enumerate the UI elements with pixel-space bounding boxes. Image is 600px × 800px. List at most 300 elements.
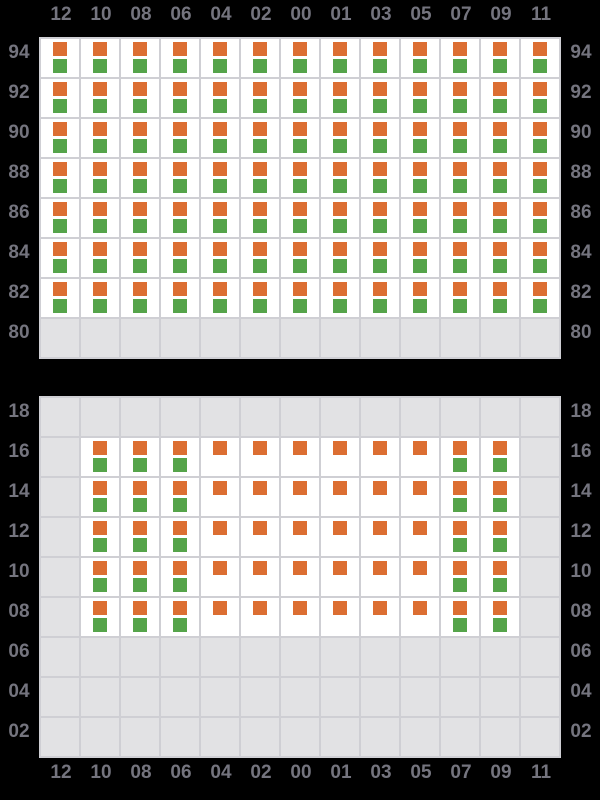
column-label: 02 <box>250 4 272 25</box>
grid-cell <box>281 119 319 157</box>
row-label: 84 <box>8 242 30 263</box>
grid-cell <box>521 279 559 317</box>
grid-cell <box>361 159 399 197</box>
orange-marker <box>213 282 227 296</box>
grid-cell <box>481 239 519 277</box>
orange-marker <box>173 242 187 256</box>
grid-cell <box>41 558 79 596</box>
green-marker <box>173 99 187 113</box>
row-label: 08 <box>570 601 592 622</box>
orange-marker <box>213 82 227 96</box>
green-marker <box>373 99 387 113</box>
orange-marker <box>493 122 507 136</box>
green-marker <box>453 259 467 273</box>
grid-cell <box>321 678 359 716</box>
orange-marker <box>413 601 427 615</box>
grid-cell <box>81 39 119 77</box>
orange-marker <box>333 122 347 136</box>
grid-cell <box>521 438 559 476</box>
grid-cell <box>481 159 519 197</box>
orange-marker <box>333 82 347 96</box>
grid-cell <box>481 79 519 117</box>
orange-marker <box>93 162 107 176</box>
grid-cell <box>121 279 159 317</box>
grid-cell <box>241 119 279 157</box>
grid-cell <box>121 598 159 636</box>
grid-cell <box>161 319 199 357</box>
orange-marker <box>413 561 427 575</box>
grid-cell <box>401 39 439 77</box>
green-marker <box>453 59 467 73</box>
orange-marker <box>373 521 387 535</box>
grid-cell <box>241 518 279 556</box>
orange-marker <box>413 162 427 176</box>
grid-cell <box>121 119 159 157</box>
orange-marker <box>333 481 347 495</box>
orange-marker <box>493 601 507 615</box>
grid-cell <box>321 319 359 357</box>
grid-cell <box>521 478 559 516</box>
grid-cell <box>241 598 279 636</box>
green-marker <box>173 498 187 512</box>
row-label: 92 <box>570 82 592 103</box>
row-label: 86 <box>8 202 30 223</box>
green-marker <box>93 299 107 313</box>
orange-marker <box>493 162 507 176</box>
grid-cell <box>361 199 399 237</box>
column-label: 05 <box>410 4 432 25</box>
row-label: 04 <box>8 681 30 702</box>
orange-marker <box>253 561 267 575</box>
green-marker <box>293 259 307 273</box>
orange-marker <box>413 282 427 296</box>
orange-marker <box>453 481 467 495</box>
green-marker <box>493 538 507 552</box>
orange-marker <box>413 242 427 256</box>
grid-cell <box>121 678 159 716</box>
grid-cell <box>41 518 79 556</box>
grid-cell <box>81 518 119 556</box>
grid-cell <box>361 718 399 756</box>
green-marker <box>493 578 507 592</box>
grid-cell <box>241 239 279 277</box>
orange-marker <box>373 122 387 136</box>
green-marker <box>133 179 147 193</box>
grid-cell <box>81 438 119 476</box>
orange-marker <box>493 42 507 56</box>
orange-marker <box>413 122 427 136</box>
column-axis-bottom <box>41 758 561 788</box>
grid-cell <box>281 199 319 237</box>
orange-marker <box>533 162 547 176</box>
orange-marker <box>333 521 347 535</box>
grid-cell <box>441 718 479 756</box>
grid-cell <box>241 638 279 676</box>
orange-marker <box>293 202 307 216</box>
grid-cell <box>521 79 559 117</box>
grid-cell <box>321 518 359 556</box>
grid-cell <box>481 518 519 556</box>
column-label: 00 <box>290 762 312 783</box>
orange-marker <box>493 521 507 535</box>
green-marker <box>173 299 187 313</box>
orange-marker <box>293 122 307 136</box>
green-marker <box>413 139 427 153</box>
grid-cell <box>441 398 479 436</box>
orange-marker <box>333 441 347 455</box>
orange-marker <box>453 162 467 176</box>
grid-cell <box>321 438 359 476</box>
grid-cell <box>201 558 239 596</box>
grid-cell <box>121 319 159 357</box>
green-marker <box>373 139 387 153</box>
row-label: 08 <box>8 601 30 622</box>
grid-cell <box>361 558 399 596</box>
grid-cell <box>521 678 559 716</box>
row-label: 94 <box>8 42 30 63</box>
orange-marker <box>493 82 507 96</box>
grid-cell <box>401 678 439 716</box>
column-label: 06 <box>170 762 192 783</box>
grid-cell <box>41 319 79 357</box>
grid-cell <box>81 279 119 317</box>
grid-cell <box>281 279 319 317</box>
grid-cell <box>281 678 319 716</box>
green-marker <box>53 139 67 153</box>
grid-cell <box>361 638 399 676</box>
grid-cell <box>401 279 439 317</box>
green-marker <box>493 139 507 153</box>
green-marker <box>453 299 467 313</box>
orange-marker <box>293 42 307 56</box>
green-marker <box>453 458 467 472</box>
grid-cell <box>241 279 279 317</box>
grid-cell <box>81 638 119 676</box>
green-marker <box>213 299 227 313</box>
green-marker <box>213 259 227 273</box>
grid-cell <box>41 718 79 756</box>
orange-marker <box>533 282 547 296</box>
grid-cell <box>481 438 519 476</box>
grid-cell <box>161 279 199 317</box>
row-label: 86 <box>570 202 592 223</box>
grid-cell <box>361 678 399 716</box>
grid-cell <box>521 119 559 157</box>
grid-cell <box>481 319 519 357</box>
orange-marker <box>533 82 547 96</box>
grid-cell <box>241 319 279 357</box>
orange-marker <box>173 481 187 495</box>
row-label: 12 <box>570 521 592 542</box>
grid-cell <box>81 79 119 117</box>
column-label: 12 <box>50 4 72 25</box>
orange-marker <box>133 242 147 256</box>
grid-cell <box>161 119 199 157</box>
grid-cell <box>481 598 519 636</box>
grid-cell <box>401 438 439 476</box>
orange-marker <box>253 521 267 535</box>
grid-cell <box>481 478 519 516</box>
grid-cell <box>41 239 79 277</box>
row-labels-left-bottom <box>0 398 38 756</box>
orange-marker <box>93 601 107 615</box>
orange-marker <box>373 481 387 495</box>
orange-marker <box>293 162 307 176</box>
grid-cell <box>281 39 319 77</box>
grid-cell <box>481 279 519 317</box>
green-marker <box>93 179 107 193</box>
orange-marker <box>293 561 307 575</box>
orange-marker <box>333 561 347 575</box>
grid-cell <box>81 239 119 277</box>
row-label: 18 <box>570 401 592 422</box>
orange-marker <box>93 242 107 256</box>
column-label: 12 <box>50 762 72 783</box>
green-marker <box>493 179 507 193</box>
green-marker <box>373 179 387 193</box>
orange-marker <box>213 42 227 56</box>
orange-marker <box>493 481 507 495</box>
grid-cell <box>121 518 159 556</box>
grid-cell <box>161 199 199 237</box>
orange-marker <box>453 601 467 615</box>
orange-marker <box>493 202 507 216</box>
green-marker <box>293 99 307 113</box>
orange-marker <box>413 441 427 455</box>
grid-cell <box>121 79 159 117</box>
green-marker <box>413 219 427 233</box>
grid-cell <box>161 159 199 197</box>
grid-cell <box>161 638 199 676</box>
orange-marker <box>453 202 467 216</box>
green-marker <box>133 538 147 552</box>
green-marker <box>333 259 347 273</box>
green-marker <box>93 618 107 632</box>
orange-marker <box>453 82 467 96</box>
orange-marker <box>493 282 507 296</box>
grid-cell <box>201 678 239 716</box>
green-marker <box>93 578 107 592</box>
green-marker <box>93 59 107 73</box>
row-labels-left-top <box>0 39 38 357</box>
grid-cell <box>81 718 119 756</box>
grid-cell <box>521 239 559 277</box>
orange-marker <box>253 242 267 256</box>
row-label: 88 <box>8 162 30 183</box>
orange-marker <box>53 122 67 136</box>
green-marker <box>333 219 347 233</box>
grid-cell <box>121 39 159 77</box>
green-marker <box>213 99 227 113</box>
green-marker <box>173 538 187 552</box>
column-label: 11 <box>530 4 552 25</box>
green-marker <box>493 219 507 233</box>
grid-cell <box>161 239 199 277</box>
grid-cell <box>481 398 519 436</box>
green-marker <box>253 219 267 233</box>
column-label: 08 <box>130 762 152 783</box>
green-marker <box>533 299 547 313</box>
green-marker <box>253 179 267 193</box>
grid-cell <box>441 279 479 317</box>
grid-cell <box>361 239 399 277</box>
grid-cell <box>521 638 559 676</box>
grid-cell <box>241 159 279 197</box>
orange-marker <box>173 601 187 615</box>
green-marker <box>293 179 307 193</box>
grid-cell <box>281 478 319 516</box>
grid-cell <box>521 598 559 636</box>
orange-marker <box>53 162 67 176</box>
orange-marker <box>293 601 307 615</box>
grid-cell <box>521 159 559 197</box>
grid-cell <box>281 319 319 357</box>
green-marker <box>533 59 547 73</box>
orange-marker <box>333 242 347 256</box>
orange-marker <box>373 82 387 96</box>
orange-marker <box>413 82 427 96</box>
grid-cell <box>441 518 479 556</box>
grid-cell <box>121 239 159 277</box>
green-marker <box>253 139 267 153</box>
orange-marker <box>493 441 507 455</box>
grid-cell <box>481 638 519 676</box>
orange-marker <box>533 202 547 216</box>
orange-marker <box>253 282 267 296</box>
grid-cell <box>281 718 319 756</box>
grid-cell <box>441 598 479 636</box>
row-label: 06 <box>8 641 30 662</box>
orange-marker <box>133 202 147 216</box>
grid-cell <box>481 558 519 596</box>
green-marker <box>413 59 427 73</box>
grid-cell <box>401 478 439 516</box>
grid-cell <box>201 319 239 357</box>
green-marker <box>453 538 467 552</box>
green-marker <box>173 139 187 153</box>
orange-marker <box>493 242 507 256</box>
green-marker <box>453 139 467 153</box>
green-marker <box>453 498 467 512</box>
orange-marker <box>333 282 347 296</box>
grid-cell <box>41 398 79 436</box>
green-marker <box>173 179 187 193</box>
orange-marker <box>373 162 387 176</box>
grid-cell <box>81 199 119 237</box>
grid-cell <box>401 718 439 756</box>
green-marker <box>373 259 387 273</box>
green-marker <box>493 618 507 632</box>
grid-cell <box>481 199 519 237</box>
orange-marker <box>213 202 227 216</box>
grid-cell <box>161 398 199 436</box>
grid-cell <box>201 279 239 317</box>
orange-marker <box>333 601 347 615</box>
grid-cell <box>121 478 159 516</box>
grid-cell <box>201 638 239 676</box>
grid-cell <box>521 199 559 237</box>
orange-marker <box>373 282 387 296</box>
grid-cell <box>281 598 319 636</box>
grid-cell <box>521 558 559 596</box>
grid-cell <box>121 398 159 436</box>
grid-cell <box>481 718 519 756</box>
row-label: 82 <box>570 282 592 303</box>
row-labels-right-top <box>562 39 600 357</box>
green-marker <box>453 219 467 233</box>
green-marker <box>333 99 347 113</box>
green-marker <box>53 219 67 233</box>
green-marker <box>133 59 147 73</box>
column-label: 01 <box>330 762 352 783</box>
grid-cell <box>441 39 479 77</box>
grid-cell <box>361 119 399 157</box>
orange-marker <box>173 42 187 56</box>
grid-cell <box>161 558 199 596</box>
grid-cell <box>201 159 239 197</box>
grid-cell <box>121 159 159 197</box>
green-marker <box>413 99 427 113</box>
green-marker <box>493 498 507 512</box>
green-marker <box>293 219 307 233</box>
column-label: 09 <box>490 4 512 25</box>
orange-marker <box>453 561 467 575</box>
orange-marker <box>293 521 307 535</box>
green-marker <box>133 139 147 153</box>
orange-marker <box>213 242 227 256</box>
green-marker <box>413 179 427 193</box>
grid-cell <box>401 398 439 436</box>
grid-cell <box>441 159 479 197</box>
grid-cell <box>361 39 399 77</box>
orange-marker <box>173 521 187 535</box>
grid-cell <box>401 518 439 556</box>
green-marker <box>333 139 347 153</box>
grid-cell <box>121 199 159 237</box>
grid-cell <box>441 478 479 516</box>
column-label: 06 <box>170 4 192 25</box>
green-marker <box>53 179 67 193</box>
grid-cell <box>361 79 399 117</box>
orange-marker <box>133 601 147 615</box>
row-labels-right-bottom <box>562 398 600 756</box>
grid-cell <box>201 518 239 556</box>
orange-marker <box>53 82 67 96</box>
grid-cell <box>201 598 239 636</box>
green-marker <box>333 59 347 73</box>
grid-cell <box>361 398 399 436</box>
grid-cell <box>321 119 359 157</box>
column-label: 07 <box>450 4 472 25</box>
orange-marker <box>93 521 107 535</box>
green-marker <box>133 99 147 113</box>
green-marker <box>533 99 547 113</box>
grid-cell <box>41 119 79 157</box>
orange-marker <box>213 441 227 455</box>
row-label: 16 <box>570 441 592 462</box>
orange-marker <box>453 521 467 535</box>
grid-cell <box>521 319 559 357</box>
green-marker <box>373 219 387 233</box>
grid-cell <box>441 239 479 277</box>
column-label: 03 <box>370 762 392 783</box>
orange-marker <box>133 82 147 96</box>
orange-marker <box>93 82 107 96</box>
green-marker <box>333 179 347 193</box>
orange-marker <box>93 282 107 296</box>
green-marker <box>53 299 67 313</box>
grid-cell <box>481 39 519 77</box>
